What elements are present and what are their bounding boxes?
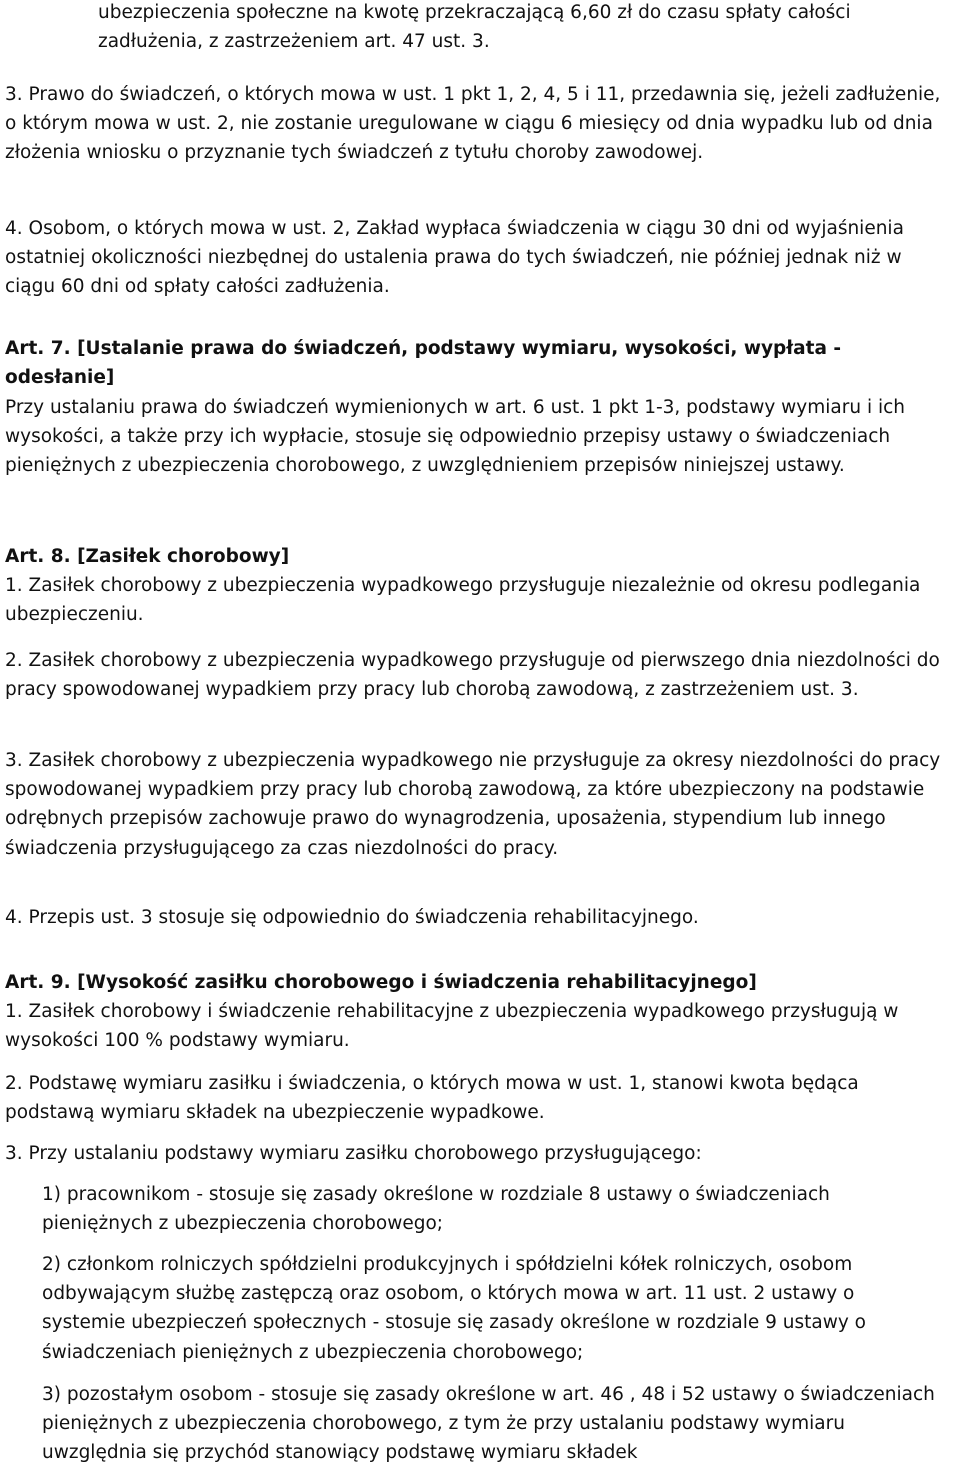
paragraph-art6-ust3: 3. Prawo do świadczeń, o których mowa w ust. 1 pkt 1, 2, 4, 5 i 11, przedawnia się, jeżeli zadłużenie, o którym mowa w ust. 2, nie zostanie uregulowane w ciągu 6 miesięcy od dnia wypadku lub od dnia złożenia wniosku o przyznanie tych świadczeń z tytułu choroby zawodowej. — [5, 84, 941, 164]
list-item-pkt2: 2) członkom rolniczych spółdzielni produkcyjnych i spółdzielni kółek rolniczych, osobom odbywającym służbę zastępczą oraz osobom, o których mowa w art. 11 ust. 2 ustawy o systemie ubezpieczeń społecznych - stosuje się zasady określone w rozdziale 9 ustawy o świadczeniach pieniężnych z ubezpieczenia chorobowego; — [42, 1254, 866, 1363]
list-item-pkt3: 3) pozostałym osobom - stosuje się zasady określone w art. 46 , 48 i 52 ustawy o świadczeniach pieniężnych z ubezpieczenia chorobowego, z tym że przy ustalaniu podstawy wymiaru uwzględnia się przychód stanowiący podstawę wymiaru składek — [42, 1384, 935, 1464]
paragraph-art7: Przy ustalaniu prawa do świadczeń wymienionych w art. 6 ust. 1 pkt 1-3, podstawy wymiaru i ich wysokości, a także przy ich wypłacie, stosuje się odpowiednio przepisy ustawy o świadczeniach pieniężnych z ubezpieczenia chorobowego, z uwzględnieniem przepisów niniejszej ustawy. — [5, 397, 906, 477]
heading-art8: Art. 8. [Zasiłek chorobowy] — [5, 546, 290, 567]
heading-art9: Art. 9. [Wysokość zasiłku chorobowego i świadczenia rehabilitacyjnego] — [5, 972, 757, 993]
paragraph-art8-ust4: 4. Przepis ust. 3 stosuje się odpowiednio do świadczenia rehabilitacyjnego. — [5, 907, 699, 928]
paragraph-art8-ust3: 3. Zasiłek chorobowy z ubezpieczenia wypadkowego nie przysługuje za okresy niezdolności do pracy spowodowanej wypadkiem przy pracy lub chorobą zawodową, za które ubezpieczony na podstawie odrębnych przepisów zachowuje prawo do wynagrodzenia, uposażenia, stypendium lub innego świadczenia przysługującego za czas niezdolności do pracy. — [5, 750, 941, 859]
paragraph-art9-ust1: 1. Zasiłek chorobowy i świadczenie rehabilitacyjne z ubezpieczenia wypadkowego przysługują w wysokości 100 % podstawy wymiaru. — [5, 1001, 899, 1052]
paragraph-continuation: ubezpieczenia społeczne na kwotę przekraczającą 6,60 zł do czasu spłaty całości zadłużenia, z zastrzeżeniem art. 47 ust. 3. — [98, 2, 851, 53]
heading-art7: Art. 7. [Ustalanie prawa do świadczeń, podstawy wymiaru, wysokości, wypłata - odesłanie] — [5, 338, 842, 389]
paragraph-art9-ust3: 3. Przy ustalaniu podstawy wymiaru zasiłku chorobowego przysługującego: — [5, 1143, 702, 1164]
paragraph-art6-ust4: 4. Osobom, o których mowa w ust. 2, Zakład wypłaca świadczenia w ciągu 30 dni od wyjaśnienia ostatniej okoliczności niezbędnej do ustalenia prawa do tych świadczeń, nie później jednak niż w ciągu 60 dni od spłaty całości zadłużenia. — [5, 218, 904, 298]
paragraph-art9-ust2: 2. Podstawę wymiaru zasiłku i świadczenia, o których mowa w ust. 1, stanowi kwota będąca podstawą wymiaru składek na ubezpieczenie wypadkowe. — [5, 1073, 859, 1124]
paragraph-art8-ust2: 2. Zasiłek chorobowy z ubezpieczenia wypadkowego przysługuje od pierwszego dnia niezdolności do pracy spowodowanej wypadkiem przy pracy lub chorobą zawodową, z zastrzeżeniem ust. 3. — [5, 650, 940, 701]
list-item-pkt1: 1) pracownikom - stosuje się zasady określone w rozdziale 8 ustawy o świadczeniach pieniężnych z ubezpieczenia chorobowego; — [42, 1184, 830, 1235]
paragraph-art8-ust1: 1. Zasiłek chorobowy z ubezpieczenia wypadkowego przysługuje niezależnie od okresu podlegania ubezpieczeniu. — [5, 575, 921, 626]
